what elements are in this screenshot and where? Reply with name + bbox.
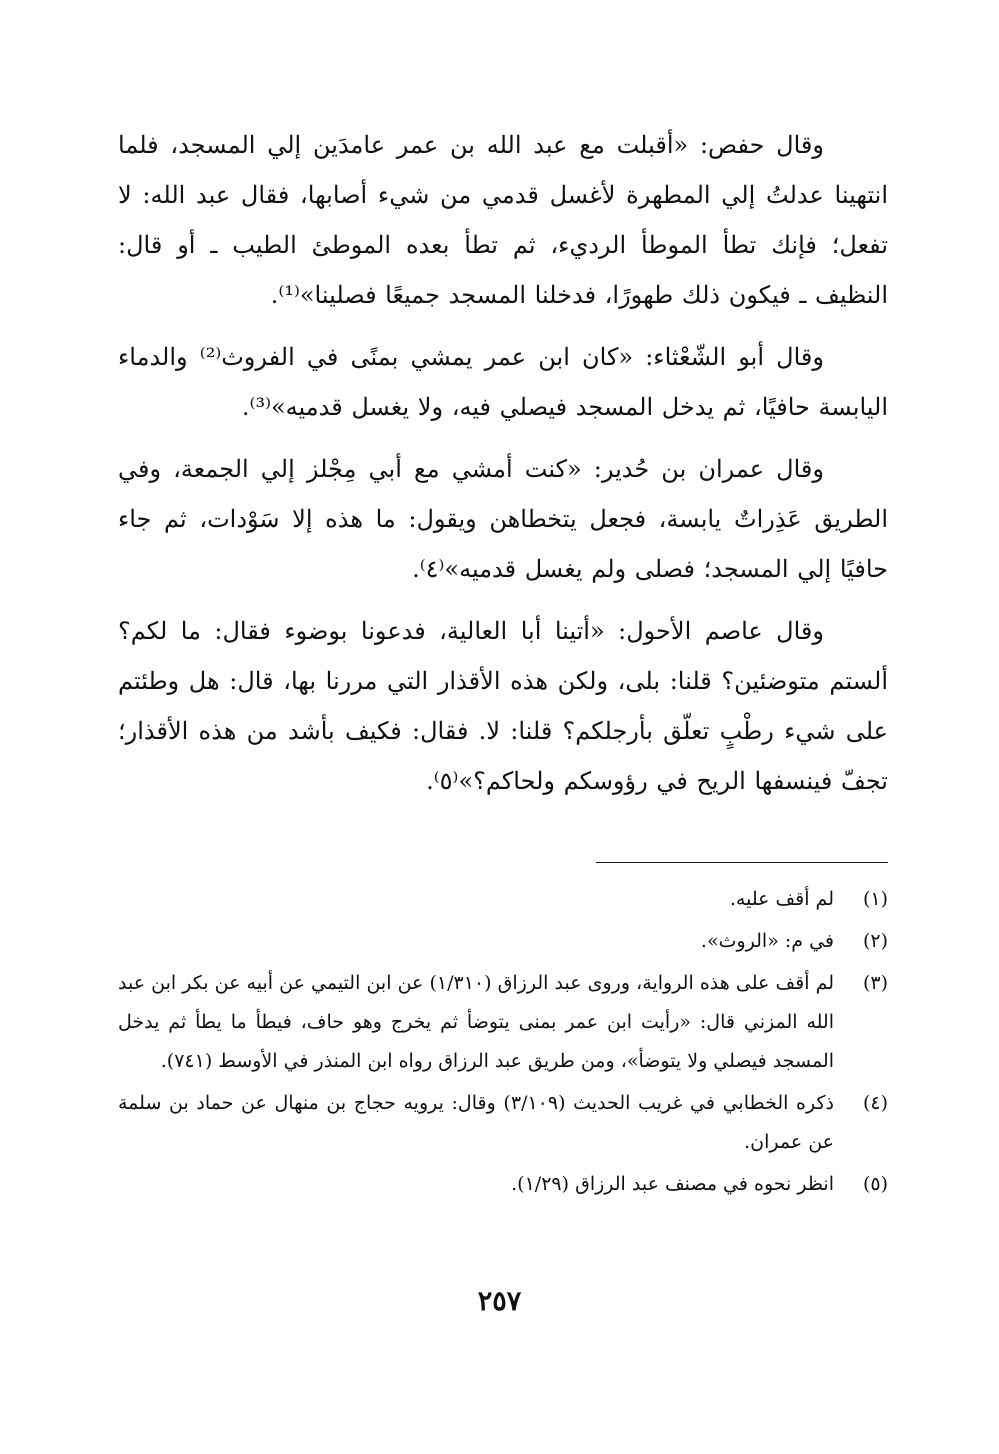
page-number: ٢٥٧ — [477, 1286, 522, 1317]
footnote-number: (٥) — [862, 1173, 888, 1195]
footnote-text: في م: «الروث». — [700, 930, 834, 952]
paragraph-hafs: وقال حفص: «أقبلت مع عبد الله بن عمر عامدَين إلي المسجد، فلما انتهينا عدلتُ إلي المطهرة لأغسل قدمي من شيء أصابها، فقال عبد الله: لا تفعل؛ فإنك تطأ الموطأ الرديء، ثم تطأ بعده الموطئ الطيب ـ أو قال: النظيف ـ فيكون ذلك طهورًا، فدخلنا المسجد جميعًا فصلينا»⁽¹⁾. — [118, 131, 888, 309]
footnote-1 — [118, 880, 888, 919]
footnote-text: انظر نحوه في مصنف عبد الرزاق (١/٢٩). — [511, 1173, 834, 1195]
main-text — [118, 120, 888, 818]
footnote-4 — [118, 1084, 888, 1162]
paragraph-imran: وقال عمران بن حُدير: «كنت أمشي مع أبي مِجْلز إلي الجمعة، وفي الطريق عَذِراتٌ يابسة، فجعل يتخطاهن ويقول: ما هذه إلا سَوْدات، ثم جاء حافيًا إلي المسجد؛ فصلى ولم يغسل قدميه»⁽٤⁾. — [118, 455, 888, 583]
paragraph-asim: وقال عاصم الأحول: «أتينا أبا العالية، فدعونا بوضوء فقال: ما لكم؟ ألستم متوضئين؟ قلنا: بلى، ولكن هذه الأقذار التي مررنا بها، قال: هل وطئتم على شيء رطْبٍ تعلّق بأرجلكم؟ قلنا: لا. فقال: فكيف بأشد من هذه الأقذار؛ تجفّ فينسفها الريح في رؤوسكم ولحاكم؟»⁽٥⁾. — [118, 617, 888, 795]
paragraph-abu-shatha: وقال أبو الشّعْثاء: «كان ابن عمر يمشي بمنًى في الفروث⁽²⁾ والدماء اليابسة حافيًا، ثم يدخل المسجد فيصلي فيه، ولا يغسل قدميه»⁽³⁾. — [118, 343, 888, 421]
footnote-text: لم أقف على هذه الرواية، وروى عبد الرزاق (١/٣١٠) عن ابن التيمي عن أبيه عن بكر ابن عبد الله المزني قال: «رأيت ابن عمر بمنى يتوضأ ثم يخرج وهو حاف، فيطأ ما يطأ ثم يدخل المسجد فيصلي ولا يتوضأ»، ومن طريق عبد الرزاق رواه ابن المنذر في الأوسط (٧٤١). — [118, 972, 834, 1072]
footnote-separator — [596, 862, 888, 863]
footnote-text: ذكره الخطابي في غريب الحديث (٣/١٠٩) وقال: يرويه حجاج بن منهال عن حماد بن سلمة عن عمران. — [118, 1092, 835, 1153]
footnote-3 — [118, 964, 888, 1081]
footnote-number: (٣) — [862, 972, 888, 994]
footnote-text: لم أقف عليه. — [729, 888, 834, 910]
footnotes — [118, 880, 888, 1207]
footnote-number: (٢) — [862, 930, 888, 952]
footnote-2 — [118, 922, 888, 961]
footnote-5 — [118, 1165, 888, 1204]
footnote-number: (٤) — [862, 1092, 888, 1114]
footnote-number: (١) — [862, 888, 888, 910]
